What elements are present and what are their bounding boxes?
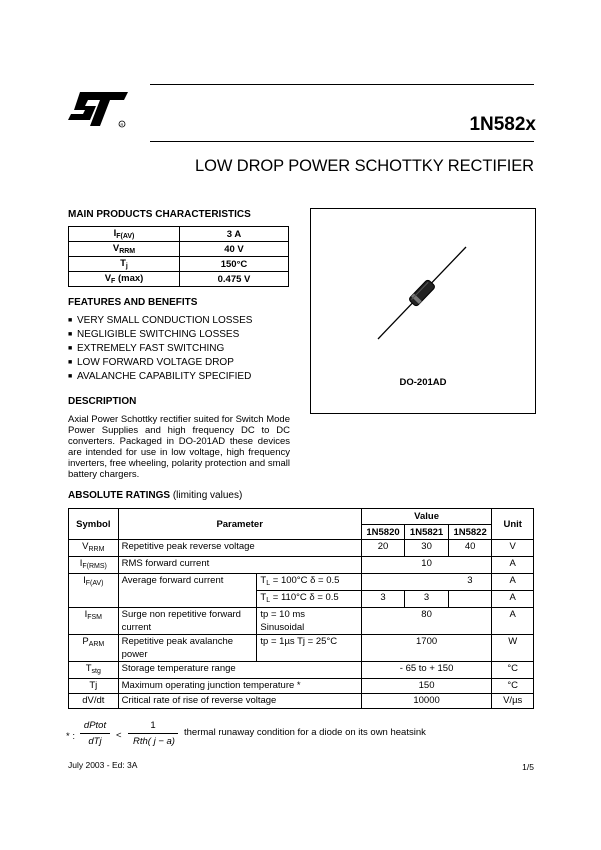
less-than: < [116,730,122,741]
features-list [68,314,252,384]
table-row: $I_{F(AV)}$ 3 A [69,227,289,242]
table-row: Tj Maximum operating junction temperature * 150 °C [69,679,534,694]
package-figure [310,208,536,414]
main-products-table [68,226,289,287]
ratings-table [68,508,534,709]
part-number: 1N582x [469,114,536,135]
table-row: 1N5820 1N5821 1N5822 [69,525,534,540]
fraction-left-den: dTj [88,736,102,747]
page-number: 1/5 [522,762,534,772]
table-row: Symbol Parameter Value Unit [69,509,534,525]
table-row: $I_{F(RMS)}$ RMS forward current 10 A [69,557,534,574]
fraction-bar [80,733,110,734]
package-label: DO-201AD [399,377,447,388]
features-heading: FEATURES AND BENEFITS [68,297,198,308]
top-rule [150,84,534,85]
fraction-right-den: Rth( j − a) [133,736,175,747]
table-row: $V_{RRM}$ 40 V [69,242,289,257]
table-row: $P_{ARM}$ Repetitive peak avalanche power tp = 1µs Tj = 25°C 1700 W [69,635,534,662]
table-row: $V_F$ (max) 0.475 V [69,272,289,287]
fraction-right-num: 1 [150,720,156,731]
svg-text:R: R [120,122,124,127]
table-row: $V_{RRM}$ Repetitive peak reverse voltage 20 30 40 V [69,540,534,557]
footer-date: July 2003 - Ed: 3A [68,760,138,770]
table-row: $T_L = 110^\circ C$ δ = 0.5 3 3 A [69,591,534,608]
table-row: dV/dt Critical rate of rise of reverse voltage 10000 V/µs [69,694,534,709]
list-item: ■ NEGLIGIBLE SWITCHING LOSSES [68,329,240,340]
table-row: $I_{F(AV)}$ Average forward current $T_L = 100^\circ C$ δ = 0.5 3 A [69,574,534,591]
footnote-text: thermal runaway condition for a diode on its own heatsink [184,727,426,738]
table-row: $T_{stg}$ Storage temperature range - 65 to + 150 °C [69,662,534,679]
list-item: ■ LOW FORWARD VOLTAGE DROP [68,357,234,368]
table-row: $I_{FSM}$ Surge non repetitive forward current tp = 10 ms Sinusoidal 80 A [69,608,534,635]
fraction-left-num: dPtot [83,720,107,731]
title-rule [150,141,534,142]
st-logo [66,90,130,134]
description-text: Axial Power Schottky rectifier suited for Switch Mode Power Supplies and high frequency DC to DC converters. Packaged in DO-201AD these devices are intended for use in low voltage, high frequency inverters, free wheeling, polarity protection and small battery chargers. [68,414,290,480]
list-item: ■ AVALANCHE CAPABILITY SPECIFIED [68,371,252,382]
description-heading: DESCRIPTION [68,396,137,407]
list-item: ■ VERY SMALL CONDUCTION LOSSES [68,315,253,326]
fraction-bar [128,733,178,734]
page-subtitle: LOW DROP POWER SCHOTTKY RECTIFIER [195,157,534,175]
footnote-star: * : [66,731,75,742]
table-row: $T_j$ 150°C [69,257,289,272]
main-products-heading: MAIN PRODUCTS CHARACTERISTICS [68,209,251,220]
ratings-heading: ABSOLUTE RATINGS (limiting values) [68,490,243,501]
list-item: ■ EXTREMELY FAST SWITCHING [68,343,225,354]
